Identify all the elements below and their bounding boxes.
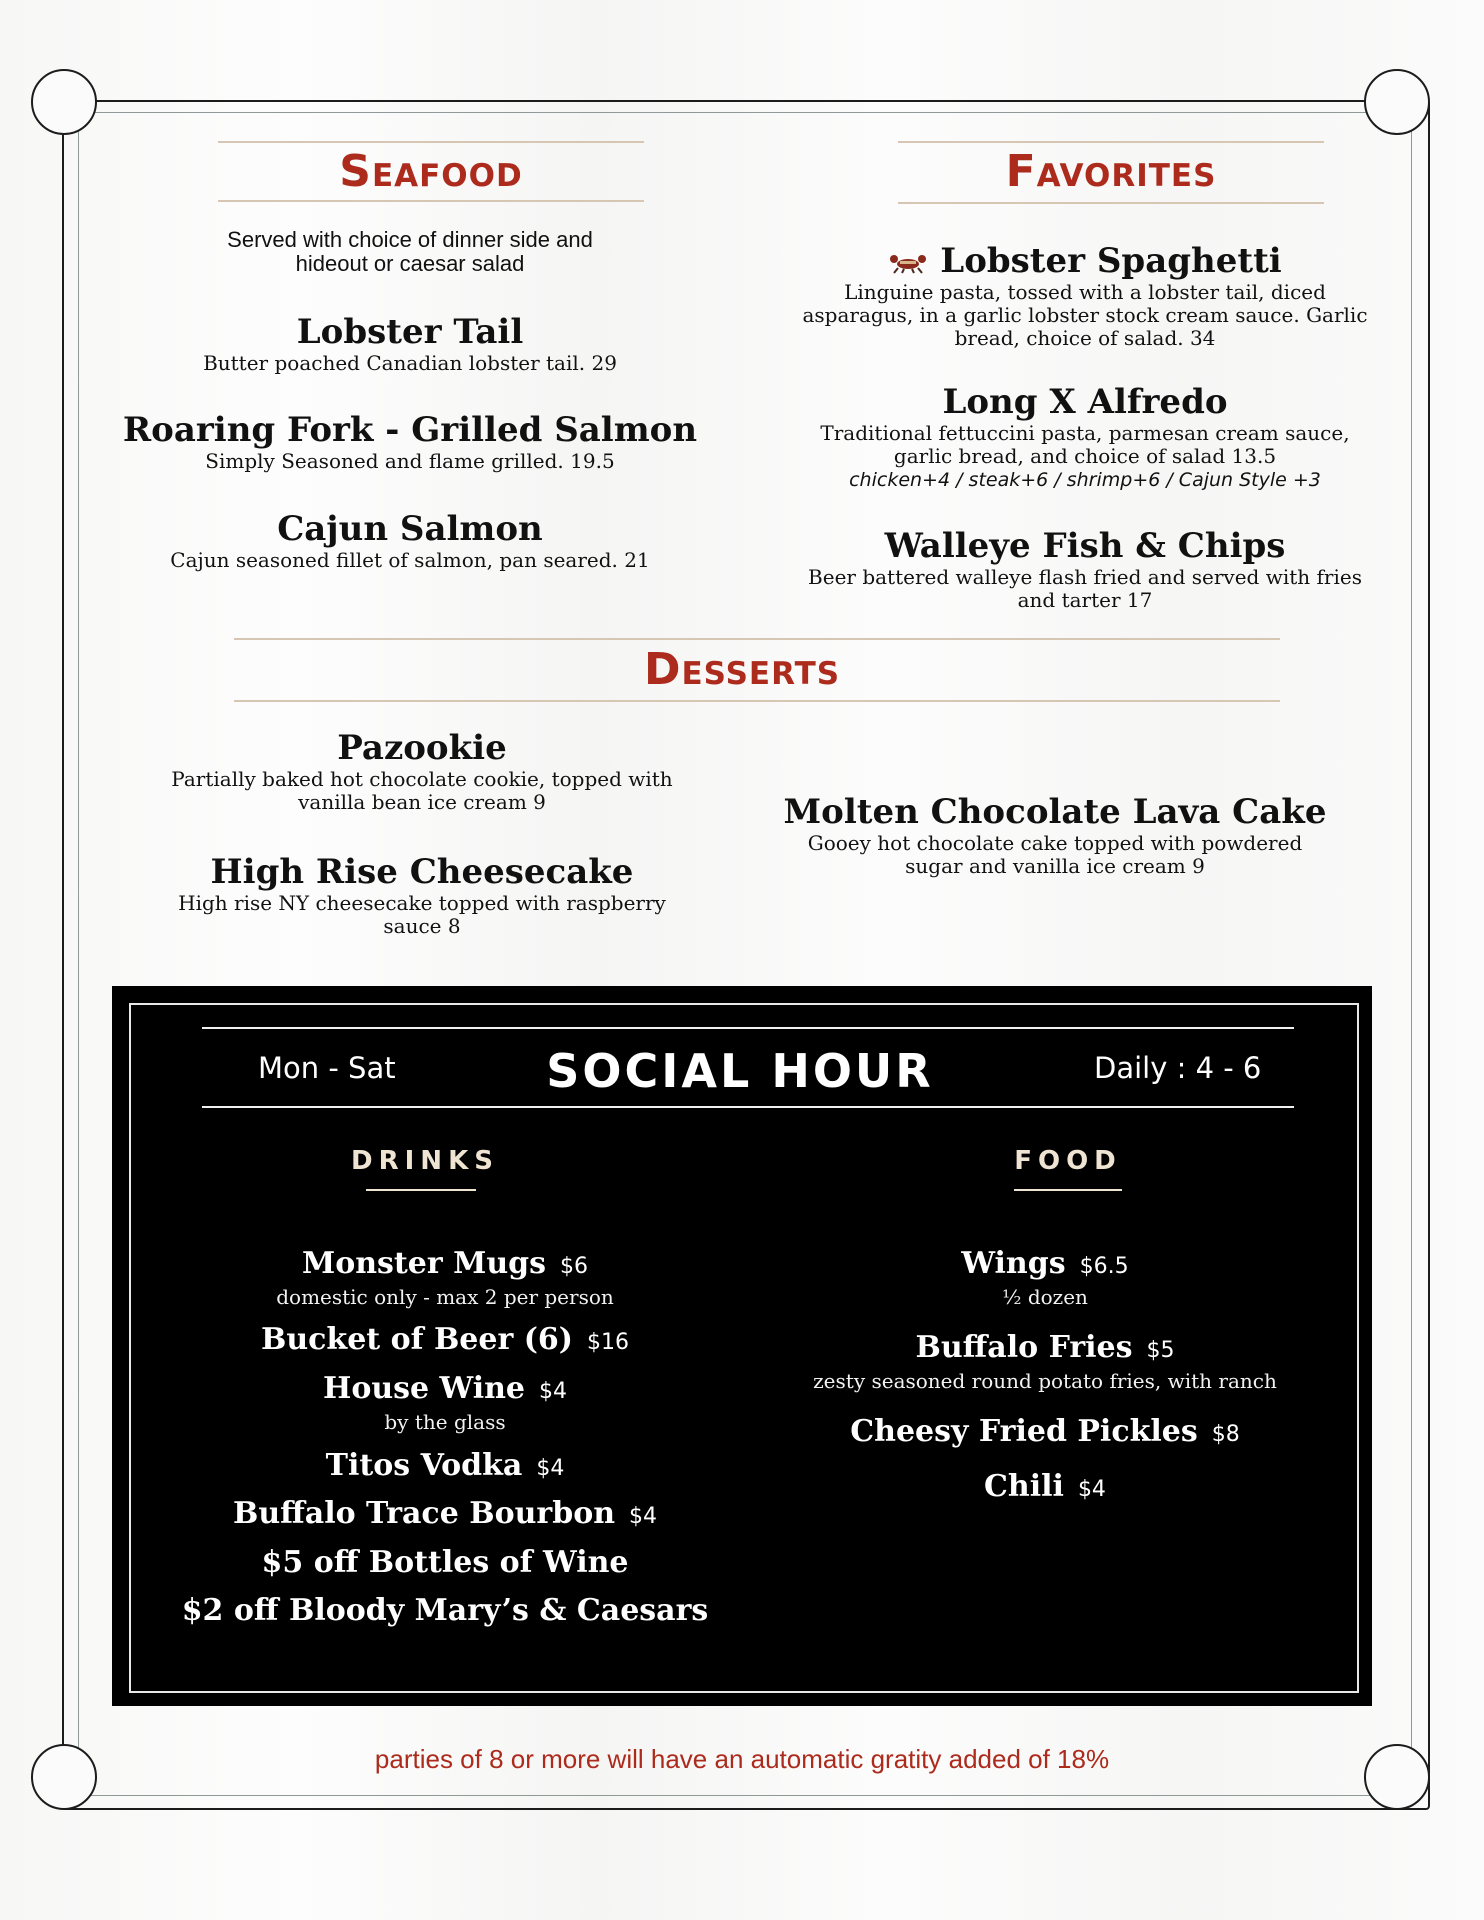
item-name: Pazookie: [337, 728, 507, 768]
menu-item: [120, 312, 700, 375]
divider: [218, 200, 644, 202]
divider: [366, 1189, 476, 1191]
food-item: [745, 1330, 1345, 1393]
menu-item: [780, 792, 1330, 878]
item-name: Roaring Fork - Grilled Salmon: [122, 410, 698, 450]
divider: [202, 1106, 1294, 1108]
item-desc: Beer battered walleye flash fried and served with fries and tarter 17: [808, 565, 1362, 612]
gratuity-note: parties of 8 or more will have an automatic gratity added of 18%: [374, 1744, 1110, 1774]
item-name: House Wine: [322, 1371, 526, 1406]
item-name: Cajun Salmon: [277, 509, 543, 549]
drink-item: [150, 1371, 740, 1434]
seafood-intro: Served with choice of dinner side and hideout or caesar salad: [227, 227, 593, 276]
desserts-title: Desserts: [643, 644, 841, 695]
item-name: Molten Chocolate Lava Cake: [783, 792, 1327, 832]
item-name: Bucket of Beer (6): [260, 1322, 573, 1357]
item-price: $5: [1146, 1338, 1175, 1363]
item-name: Walleye Fish & Chips: [884, 526, 1286, 566]
item-desc: Traditional fettuccini pasta, parmesan cream sauce, garlic bread, and choice of salad 13.5: [820, 421, 1350, 468]
item-desc: Cajun seasoned fillet of salmon, pan seared. 21: [170, 548, 650, 572]
item-name: $2 off Bloody Mary’s & Caesars: [181, 1593, 709, 1628]
food-item: [745, 1414, 1345, 1453]
social-hour-title: SOCIAL HOUR: [546, 1044, 934, 1098]
item-name: Chili: [984, 1469, 1064, 1504]
item-name: Wings: [961, 1246, 1066, 1281]
item-name: Titos Vodka: [325, 1448, 523, 1483]
menu-item: [790, 382, 1380, 492]
item-price: $8: [1211, 1422, 1240, 1447]
item-note: ½ dozen: [1002, 1285, 1088, 1309]
divider: [202, 1027, 1294, 1029]
menu-item: [140, 728, 704, 814]
favorites-title: Favorites: [1005, 146, 1217, 197]
item-note: by the glass: [384, 1410, 506, 1434]
seafood-title: Seafood: [339, 146, 523, 197]
divider: [1014, 1189, 1122, 1191]
item-note: domestic only - max 2 per person: [276, 1285, 614, 1309]
item-name: Cheesy Fried Pickles: [850, 1414, 1198, 1449]
menu-item: [790, 526, 1380, 612]
item-price: $4: [629, 1504, 658, 1529]
item-desc: Partially baked hot chocolate cookie, topped with vanilla bean ice cream 9: [171, 767, 673, 814]
food-item: [745, 1469, 1345, 1508]
food-header: FOOD: [1014, 1146, 1122, 1176]
lobster-icon: [888, 252, 928, 274]
item-desc: Linguine pasta, tossed with a lobster tail, diced asparagus, in a garlic lobster stock cream sauce. Garlic bread, choice of salad. 34: [802, 280, 1368, 350]
item-price: $6.5: [1079, 1254, 1129, 1279]
menu-item: [110, 410, 710, 473]
item-desc: Simply Seasoned and flame grilled. 19.5: [205, 449, 615, 473]
divider: [898, 141, 1324, 143]
item-desc: Butter poached Canadian lobster tail. 29: [203, 351, 617, 375]
drink-item: [150, 1496, 740, 1535]
drink-item: [150, 1246, 740, 1309]
drink-item: [150, 1448, 740, 1487]
menu-item: [790, 241, 1380, 350]
item-name: Lobster Spaghetti: [940, 241, 1282, 281]
item-price: $4: [1077, 1477, 1106, 1502]
item-options: chicken+4 / steak+6 / shrimp+6 / Cajun Style +3: [849, 469, 1321, 491]
menu-item: [110, 509, 710, 572]
item-price: $6: [560, 1254, 588, 1279]
item-name: $5 off Bottles of Wine: [261, 1545, 629, 1580]
drink-item: [150, 1322, 740, 1361]
divider: [234, 700, 1280, 702]
item-name: Lobster Tail: [296, 312, 524, 352]
item-desc: Gooey hot chocolate cake topped with powdered sugar and vanilla ice cream 9: [807, 831, 1303, 878]
item-name: Buffalo Trace Bourbon: [232, 1496, 616, 1531]
item-note: zesty seasoned round potato fries, with ranch: [813, 1369, 1277, 1393]
drink-item: [150, 1545, 740, 1581]
item-name: Monster Mugs: [302, 1246, 546, 1281]
drink-item: [150, 1593, 740, 1629]
item-price: $4: [539, 1379, 568, 1404]
item-desc: High rise NY cheesecake topped with raspberry sauce 8: [178, 891, 666, 938]
social-hours: Daily : 4 - 6: [1094, 1051, 1262, 1085]
corner-ornament: [1364, 69, 1430, 135]
corner-ornament: [31, 69, 97, 135]
item-price: $4: [536, 1456, 565, 1481]
item-name: Buffalo Fries: [915, 1330, 1133, 1365]
menu-item: [150, 852, 694, 938]
item-name: Long X Alfredo: [942, 382, 1228, 422]
divider: [234, 638, 1280, 640]
divider: [218, 141, 644, 143]
food-item: [745, 1246, 1345, 1309]
drinks-header: DRINKS: [351, 1146, 499, 1176]
item-price: $16: [587, 1330, 629, 1355]
item-name: High Rise Cheesecake: [210, 852, 634, 892]
divider: [898, 202, 1324, 204]
social-days: Mon - Sat: [258, 1051, 396, 1085]
